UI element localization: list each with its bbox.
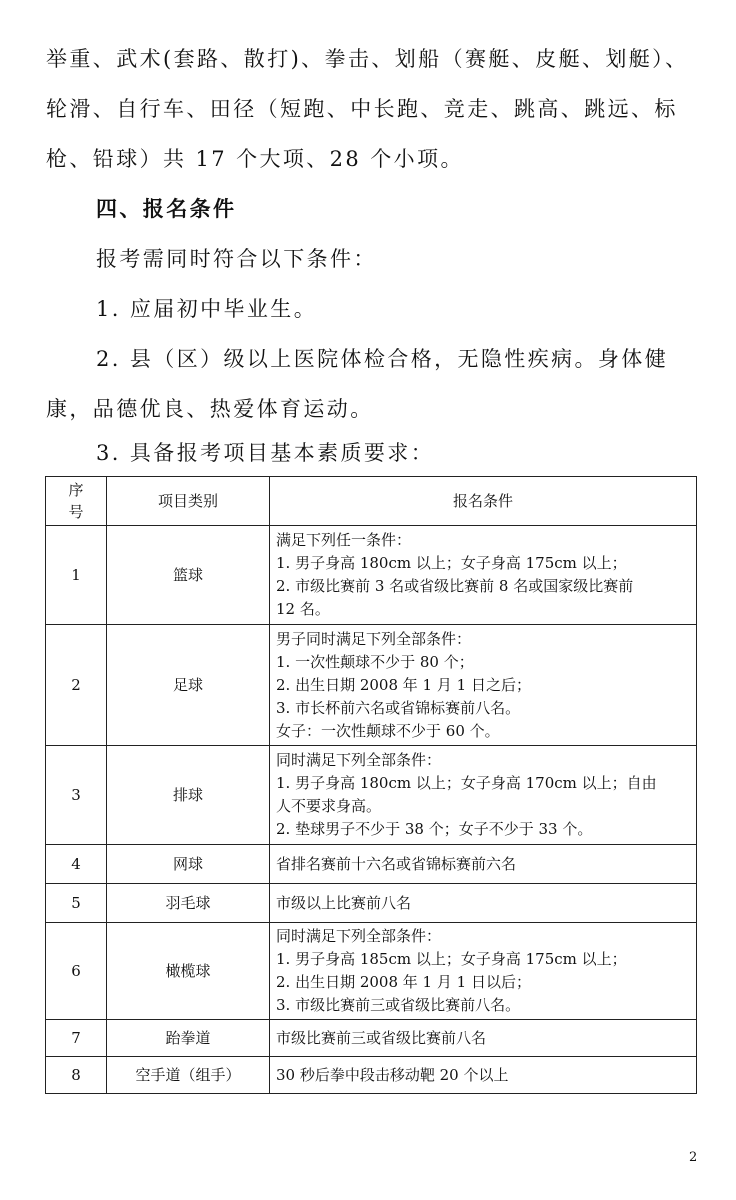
row-category: 橄榄球 — [107, 923, 270, 1020]
row-no: 3 — [46, 746, 107, 845]
row-no: 7 — [46, 1020, 107, 1057]
row-no: 2 — [46, 625, 107, 746]
condition-line: 市级比赛前三或省级比赛前八名 — [276, 1028, 487, 1047]
condition-line: 30 秒后拳中段击移动靶 20 个以上 — [276, 1065, 509, 1084]
row-category: 网球 — [107, 845, 270, 884]
condition-3: 3. 具备报考项目基本素质要求： — [96, 441, 435, 465]
condition-line: 市级以上比赛前八名 — [276, 893, 412, 912]
page-number: 2 — [689, 1150, 698, 1165]
row-no: 8 — [46, 1057, 107, 1094]
condition-line: 满足下列任一条件： — [276, 531, 412, 549]
table-row — [46, 526, 697, 625]
condition-line: 同时满足下列全部条件： — [276, 751, 442, 769]
row-category: 足球 — [107, 625, 270, 746]
row-no: 1 — [46, 526, 107, 625]
row-no: 4 — [46, 845, 107, 884]
condition-line: 1. 男子身高 180cm 以上；女子身高 175cm 以上； — [276, 554, 627, 572]
requirements-intro: 报考需同时符合以下条件： — [96, 247, 377, 271]
sports-list-paragraph: 举重、武术(套路、散打)、拳击、划船（赛艇、皮艇、划艇）、轮滑、自行车、田径（短跑、中长跑、竞走、跳高、跳远、标枪、铅球）共 17 个大项、28 个小项。 — [46, 47, 689, 171]
row-conditions — [270, 923, 697, 1020]
table-row — [46, 845, 697, 884]
condition-line: 1. 男子身高 180cm 以上；女子身高 170cm 以上；自由 — [276, 774, 657, 792]
table-row — [46, 923, 697, 1020]
row-conditions — [270, 845, 697, 884]
condition-line: 女子：一次性颠球不少于 60 个。 — [276, 721, 500, 740]
row-category: 空手道（组手） — [107, 1057, 270, 1094]
condition-2: 2. 县（区）级以上医院体检合格，无隐性疾病。身体健康，品德优良、热爱体育运动。 — [46, 347, 669, 421]
row-category: 篮球 — [107, 526, 270, 625]
row-category: 羽毛球 — [107, 884, 270, 923]
table-header-row — [46, 477, 697, 526]
section-heading: 四、报名条件 — [96, 197, 237, 221]
table-row — [46, 884, 697, 923]
row-no: 5 — [46, 884, 107, 923]
row-conditions — [270, 1020, 697, 1057]
header-no — [46, 477, 107, 526]
condition-line: 同时满足下列全部条件： — [276, 927, 442, 945]
condition-line: 人不要求身高。 — [276, 797, 382, 815]
row-conditions — [270, 884, 697, 923]
row-category: 排球 — [107, 746, 270, 845]
table-row — [46, 746, 697, 845]
requirements-table — [45, 476, 697, 1094]
condition-line: 2. 市级比赛前 3 名或省级比赛前 8 名或国家级比赛前 — [276, 577, 634, 595]
condition-line: 2. 垫球男子不少于 38 个；女子不少于 33 个。 — [276, 820, 593, 838]
condition-line: 省排名赛前十六名或省锦标赛前六名 — [276, 854, 517, 873]
row-conditions — [270, 1057, 697, 1094]
condition-line: 1. 一次性颠球不少于 80 个； — [276, 652, 474, 671]
table-row — [46, 1020, 697, 1057]
row-no: 6 — [46, 923, 107, 1020]
header-category: 项目类别 — [107, 477, 270, 526]
condition-line: 2. 出生日期 2008 年 1 月 1 日以后； — [276, 973, 531, 991]
row-category: 跆拳道 — [107, 1020, 270, 1057]
table-row — [46, 1057, 697, 1094]
condition-line: 1. 男子身高 185cm 以上；女子身高 175cm 以上； — [276, 950, 627, 968]
condition-line: 3. 市长杯前六名或省锦标赛前八名。 — [276, 698, 521, 717]
condition-line: 3. 市级比赛前三或省级比赛前八名。 — [276, 996, 521, 1014]
condition-line: 男子同时满足下列全部条件： — [276, 629, 472, 648]
header-conditions: 报名条件 — [270, 477, 697, 526]
row-conditions — [270, 625, 697, 746]
condition-1: 1. 应届初中毕业生。 — [96, 297, 318, 321]
row-conditions — [270, 746, 697, 845]
header-no-text: 序号 — [68, 480, 84, 521]
row-conditions — [270, 526, 697, 625]
condition-line: 2. 出生日期 2008 年 1 月 1 日之后； — [276, 675, 531, 694]
condition-line: 12 名。 — [276, 600, 330, 618]
table-row — [46, 625, 697, 746]
